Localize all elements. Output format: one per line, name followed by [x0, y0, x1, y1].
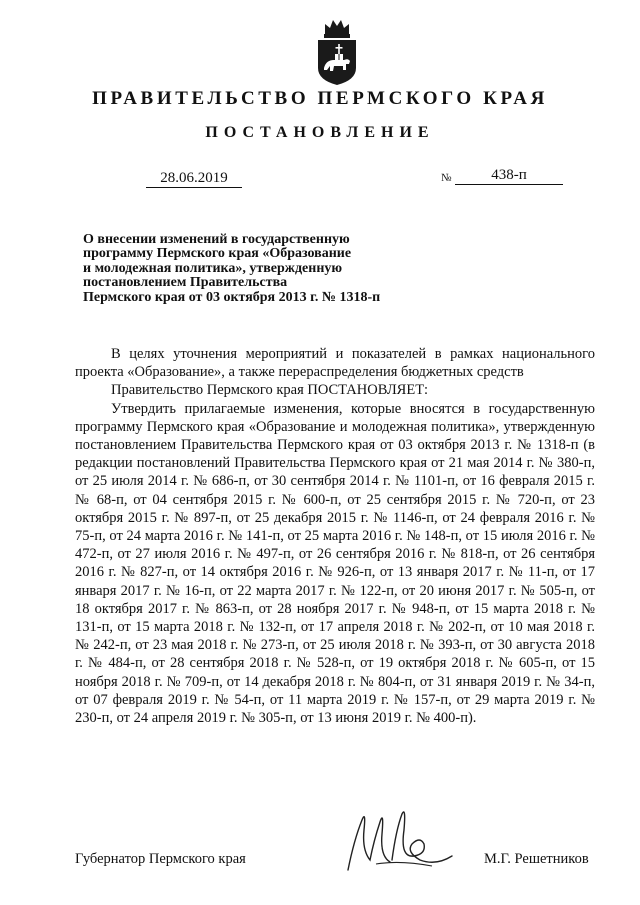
subject-line: О внесении изменений в государственную [83, 232, 350, 247]
document-number: 438-п [455, 166, 563, 185]
subject-line: программу Пермского края «Образование [83, 246, 352, 262]
decision-paragraph: Утвердить прилагаемые изменения, которые вносятся в государственную программу Пермского края «Образование и молодежная политика», утвержденную постановлением Правительства Пермского края от 03 октября 2013 г. № 1318-п (в редакции постановлений Правительства Пермского края от 21 мая 2014 г. № 380-п, от 25 июля 2014 г. № 686-п, от 30 сентября 2014 г. № 1101-п, от 16 февраля 2015 г. № 68-п, от 04 сентября 2015 г. № 600-п, от 25 сентября 2015 г. № 720-п, от 23 октября 2015 г. № 897-п, от 25 декабря 2015 г. № 1146-п, от 24 февраля 2016 г. № 75-п, от 24 марта 2016 г. № 141-п, от 25 марта 2016 г. № 148-п, от 15 июля 2016 г. № 472-п, от 27 июля 2016 г. № 497-п, от 26 сентября 2016 г. № 818-п, от 26 сентября 2016 г. № 827-п, от 14 октября 2016 г. № 926-п, от 13 января 2017 г. № 11-п, от 17 января 2017 г. № 16-п, от 22 марта 2017 г. № 122-п, от 20 июня 2017 г. № 505-п, от 18 октября 2017 г. № 863-п, от 28 ноября 2017 г. № 948-п, от 15 марта 2018 г. № 131-п, от 15 марта 2018 г. № 132-п, от 17 апреля 2018 г. № 202-п, от 10 мая 2018 г. № 242-п, от 23 мая 2018 г. № 273-п, от 25 июля 2018 г. № 393-п, от 30 августа 2018 г. № 484-п, от 28 сентября 2018 г. № 528-п, от 19 октября 2018 г. № 605-п, от 15 ноября 2018 г. № 709-п, от 14 декабря 2018 г. № 804-п, от 31 января 2019 г. № 34-п, от 07 февраля 2019 г. № 54-п, от 11 марта 2019 г. № 157-п, от 29 марта 2019 г. № 230-п, от 24 апреля 2019 г. № 305-п, от 13 июня 2019 г. № 400-п). [75, 400, 595, 727]
document-type: ПОСТАНОВЛЕНИЕ [205, 124, 435, 141]
signer-name: М.Г. Решетников [484, 851, 589, 867]
subject-line: и молодежная политика», утвержденную [83, 260, 343, 276]
resolves-paragraph: Правительство Пермского края ПОСТАНОВЛЯЕТ: [111, 382, 429, 399]
subject-line: постановлением Правительства [83, 275, 288, 291]
document-body [75, 345, 595, 727]
government-title: ПРАВИТЕЛЬСТВО ПЕРМСКОГО КРАЯ [92, 88, 548, 109]
handwritten-signature [340, 800, 460, 880]
subject-line: Пермского края от 03 октября 2013 г. № 1318-п [83, 289, 381, 305]
document-subject [83, 233, 380, 305]
coat-of-arms-icon [308, 18, 366, 86]
number-sign: № [441, 172, 452, 184]
document-date: 28.06.2019 [146, 169, 242, 188]
intro-paragraph: В целях уточнения мероприятий и показателей в рамках национального проекта «Образование», а также перераспределения бюджетных средств [75, 346, 595, 381]
signer-position: Губернатор Пермского края [75, 851, 246, 867]
